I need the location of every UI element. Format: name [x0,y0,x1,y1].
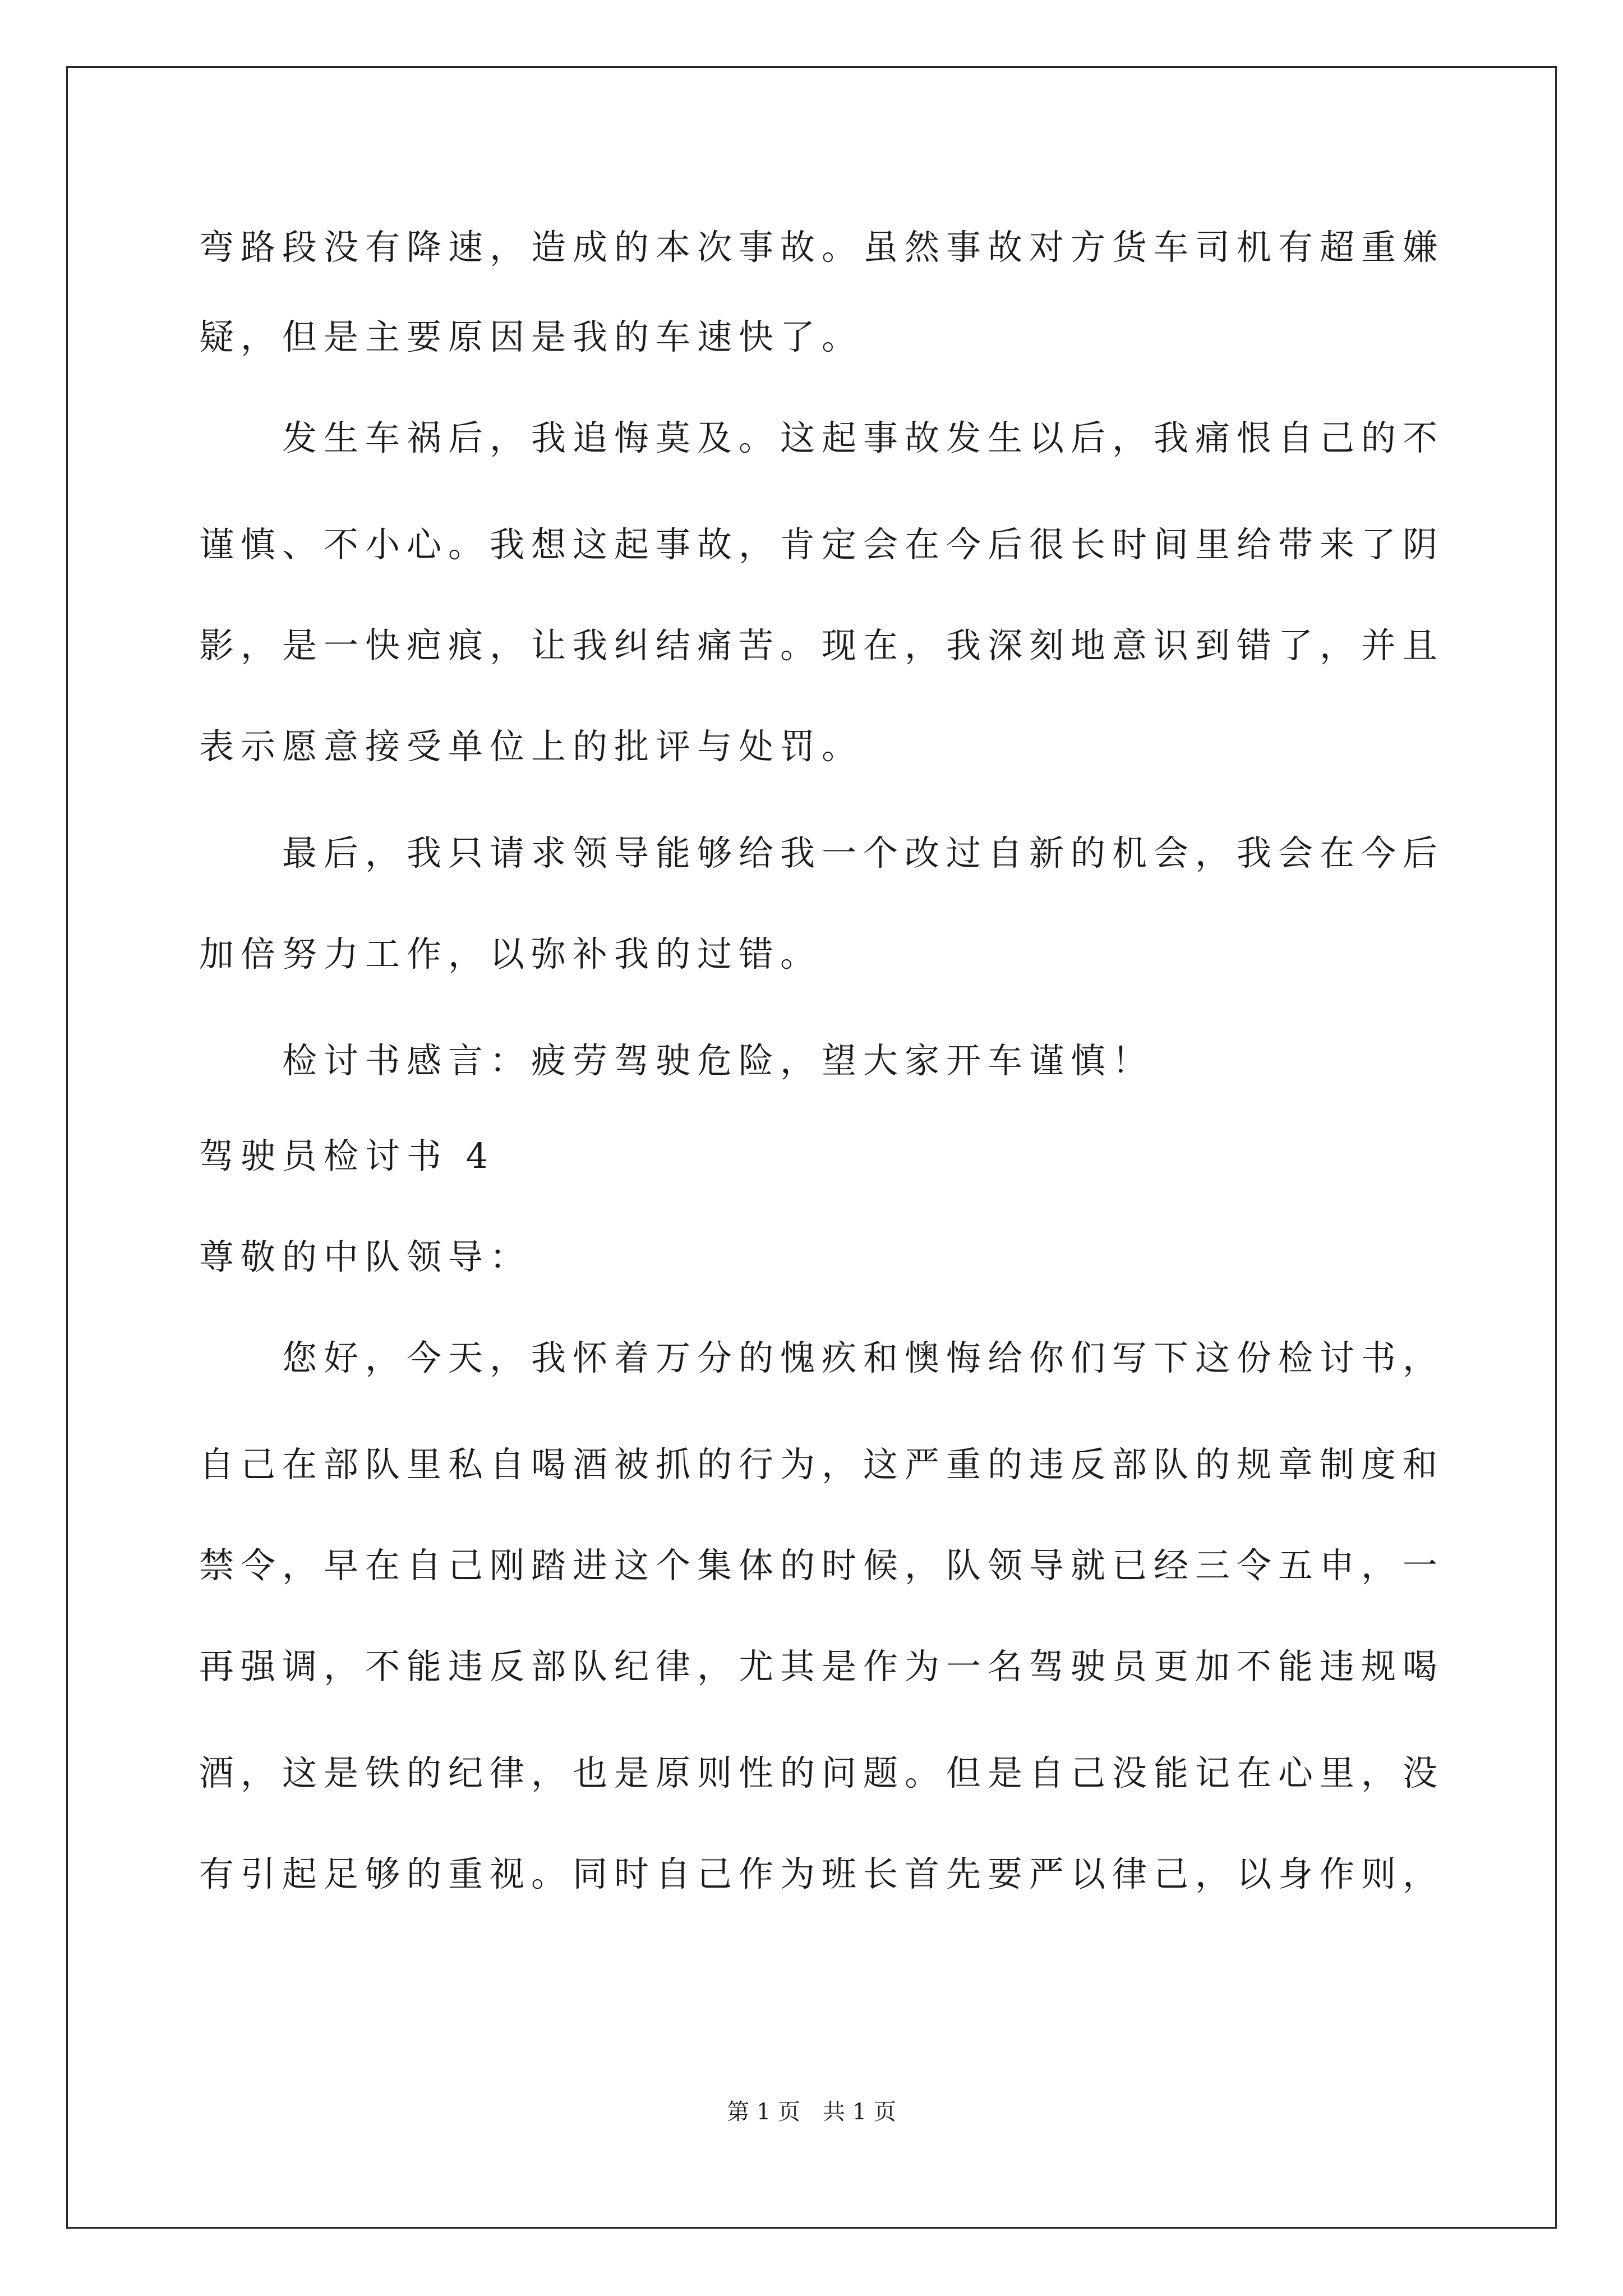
text-line: 谨慎、不小心。我想这起事故，肯定会在今后很长时间里给带来了阴 [199,524,1445,565]
paragraph-start-line: 检讨书感言：疲劳驾驶危险，望大家开车谨慎！ [282,1040,1154,1081]
text-line: 弯路段没有降速，造成的本次事故。虽然事故对方货车司机有超重嫌 [199,227,1445,268]
text-line: 疑，但是主要原因是我的车速快了。 [199,316,864,357]
page-footer: 第 1 页 共 1 页 [727,2099,896,2125]
text-line: 影，是一快疤痕，让我纠结痛苦。现在，我深刻地意识到错了，并且 [199,625,1445,666]
text-line: 有引起足够的重视。同时自己作为班长首先要严以律己，以身作则， [199,1853,1445,1894]
paragraph-start-line: 您好，今天，我怀着万分的愧疚和懊悔给你们写下这份检讨书， [282,1337,1445,1378]
salutation: 尊敬的中队领导： [199,1236,532,1277]
paragraph-start-line: 发生车祸后，我追悔莫及。这起事故发生以后，我痛恨自己的不 [282,417,1445,458]
text-line: 再强调，不能违反部队纪律，尤其是作为一名驾驶员更加不能违规喝 [199,1646,1445,1687]
text-line: 自己在部队里私自喝酒被抓的行为，这严重的违反部队的规章制度和 [199,1444,1445,1485]
text-line: 表示愿意接受单位上的批评与处罚。 [199,726,864,767]
paragraph-start-line: 最后，我只请求领导能够给我一个改过自新的机会，我会在今后 [282,832,1445,873]
section-heading: 驾驶员检讨书 4 [199,1135,495,1176]
text-line: 酒，这是铁的纪律，也是原则性的问题。但是自己没能记在心里，没 [199,1752,1445,1793]
text-line: 禁令，早在自己刚踏进这个集体的时候，队领导就已经三令五申，一 [199,1545,1445,1586]
text-line: 加倍努力工作，以弥补我的过错。 [199,933,822,974]
